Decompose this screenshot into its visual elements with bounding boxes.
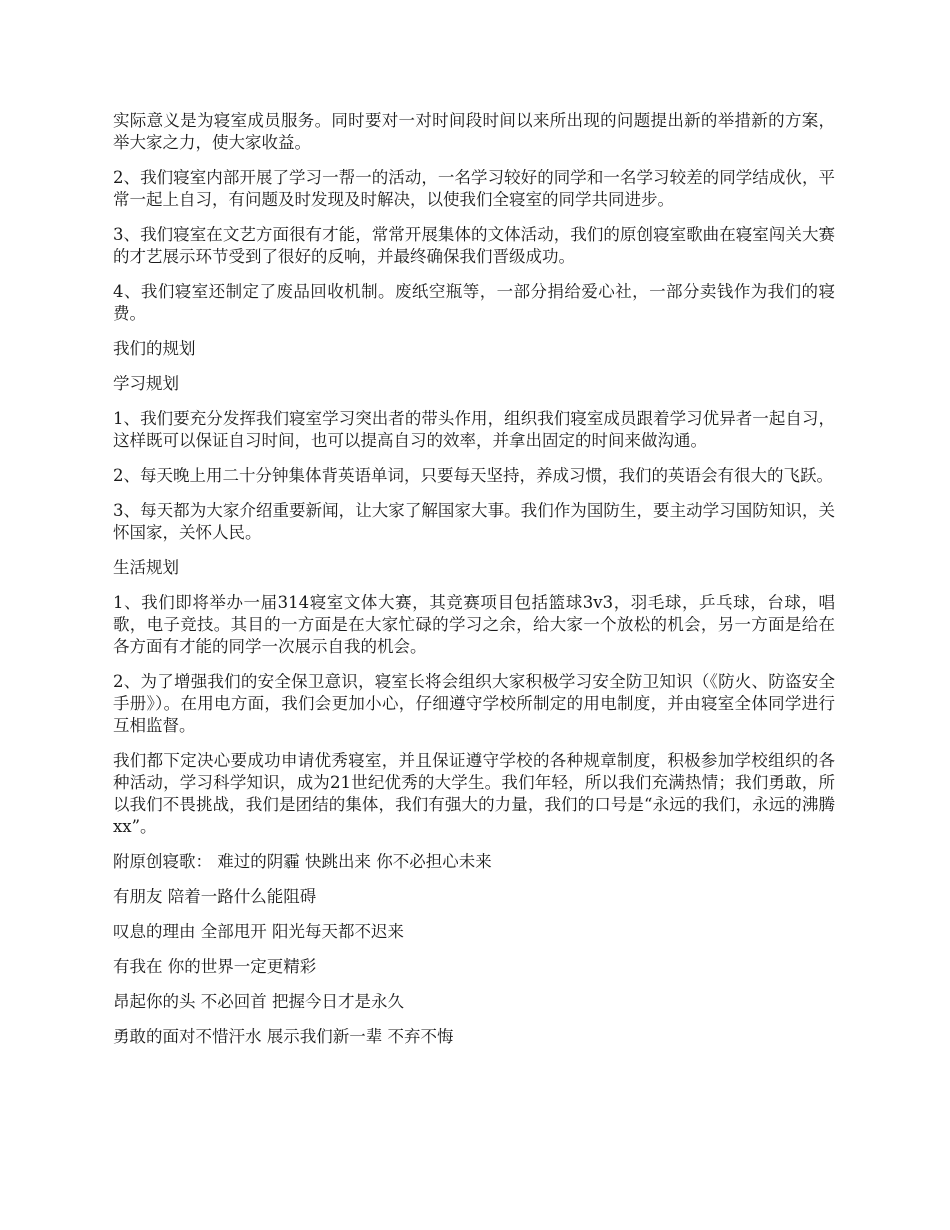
paragraph: 2、每天晚上用二十分钟集体背英语单词，只要每天坚持，养成习惯，我们的英语会有很大的飞跃。 <box>113 466 833 485</box>
subsection-heading: 生活规划 <box>113 558 179 577</box>
section-heading: 我们的规划 <box>113 339 196 358</box>
document-page <box>113 110 835 1061</box>
song-lyric-line: 有我在 你的世界一定更精彩 <box>113 957 317 976</box>
paragraph: 我们都下定决心要成功申请优秀寝室，并且保证遵守学校的各种规章制度，积极参加学校组织的各种活动，学习科学知识，成为21世纪优秀的大学生。我们年轻，所以我们充满热情；我们勇敢，所以我们不畏挑战，我们是团结的集体，我们有强大的力量，我们的口号是“永远的我们，永远的沸腾xx”。 <box>113 751 835 836</box>
subsection-heading: 学习规划 <box>113 374 179 393</box>
song-lyric-line: 有朋友 陪着一路什么能阻碍 <box>113 887 317 906</box>
song-lyric-line: 勇敢的面对不惜汗水 展示我们新一辈 不弃不悔 <box>113 1027 454 1046</box>
song-lyric-line: 叹息的理由 全部甩开 阳光每天都不迟来 <box>113 922 404 941</box>
paragraph: 3、我们寝室在文艺方面很有才能，常常开展集体的文体活动，我们的原创寝室歌曲在寝室闯关大赛的才艺展示环节受到了很好的反响，并最终确保我们晋级成功。 <box>113 225 835 266</box>
paragraph: 2、我们寝室内部开展了学习一帮一的活动，一名学习较好的同学和一名学习较差的同学结成伙，平常一起上自习，有问题及时发现及时解决，以使我们全寝室的同学共同进步。 <box>113 168 835 209</box>
paragraph: 实际意义是为寝室成员服务。同时要对一对时间段时间以来所出现的问题提出新的举措新的方案，举大家之力，使大家收益。 <box>113 111 835 152</box>
paragraph: 2、为了增强我们的安全保卫意识，寝室长将会组织大家积极学习安全防卫知识（《防火、防盗安全手册》）。在用电方面，我们会更加小心，仔细遵守学校所制定的用电制度，并由寝室全体同学进行互相监督。 <box>113 672 835 735</box>
paragraph: 1、我们要充分发挥我们寝室学习突出者的带头作用，组织我们寝室成员跟着学习优异者一起自习，这样既可以保证自习时间，也可以提高自习的效率，并拿出固定的时间来做沟通。 <box>113 409 835 450</box>
song-lyric-line: 昂起你的头 不必回首 把握今日才是永久 <box>113 992 404 1011</box>
paragraph: 4、我们寝室还制定了废品回收机制。废纸空瓶等，一部分捐给爱心社，一部分卖钱作为我们的寝费。 <box>113 282 835 323</box>
paragraph: 1、我们即将举办一届314寝室文体大赛，其竞赛项目包括篮球3v3，羽毛球，乒乓球，台球，唱歌，电子竞技。其目的一方面是在大家忙碌的学习之余，给大家一个放松的机会，另一方面是给在各方面有才能的同学一次展示自我的机会。 <box>113 593 835 656</box>
song-lyric-line: 附原创寝歌： 难过的阴霾 快跳出来 你不必担心未来 <box>113 852 492 871</box>
paragraph: 3、每天都为大家介绍重要新闻，让大家了解国家大事。我们作为国防生，要主动学习国防知识，关怀国家，关怀人民。 <box>113 501 835 542</box>
